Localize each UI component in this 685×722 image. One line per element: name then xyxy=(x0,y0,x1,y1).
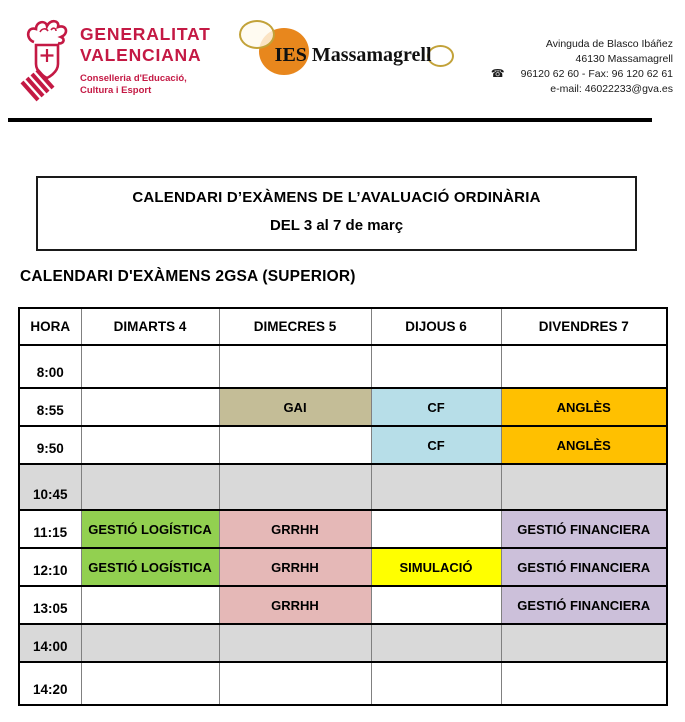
exam-cell: GRRHH xyxy=(219,548,371,586)
empty-cell xyxy=(501,624,667,662)
empty-cell xyxy=(81,345,219,388)
empty-cell xyxy=(219,662,371,705)
table-row xyxy=(19,345,667,388)
table-body xyxy=(19,345,667,705)
column-header: DIJOUS 6 xyxy=(371,308,501,345)
gva-dept-line2: Cultura i Esport xyxy=(80,85,152,96)
empty-cell xyxy=(501,345,667,388)
contact-address1: Avinguda de Blasco Ibáñez xyxy=(545,38,673,50)
gva-name-line2: VALENCIANA xyxy=(80,45,202,65)
phone-icon: ☎ xyxy=(490,68,505,80)
gva-name-line1: GENERALITAT xyxy=(80,24,211,44)
time-cell: 10:45 xyxy=(19,464,81,510)
contact-phone-line xyxy=(491,67,673,82)
empty-cell xyxy=(371,662,501,705)
ies-name: IES Massamagrell xyxy=(274,44,432,66)
table-header-row xyxy=(19,308,667,345)
column-header: HORA xyxy=(19,308,81,345)
column-header: DIMARTS 4 xyxy=(81,308,219,345)
empty-cell xyxy=(219,464,371,510)
exam-cell: GESTIÓ LOGÍSTICA xyxy=(81,510,219,548)
time-cell: 8:00 xyxy=(19,345,81,388)
table-row xyxy=(19,662,667,705)
table-row xyxy=(19,624,667,662)
time-cell: 11:15 xyxy=(19,510,81,548)
document-subtitle: DEL 3 al 7 de març xyxy=(269,217,404,234)
time-cell: 12:10 xyxy=(19,548,81,586)
gva-emblem-icon xyxy=(20,18,72,106)
gva-text-block xyxy=(80,24,211,97)
exam-cell: GESTIÓ FINANCIERA xyxy=(501,586,667,624)
header-divider xyxy=(8,118,652,122)
exam-cell: ANGLÈS xyxy=(501,426,667,464)
time-cell: 13:05 xyxy=(19,586,81,624)
contact-block xyxy=(491,14,673,97)
table-row xyxy=(19,426,667,464)
table-row xyxy=(19,510,667,548)
table-row xyxy=(19,464,667,510)
exam-cell: GESTIÓ FINANCIERA xyxy=(501,510,667,548)
empty-cell xyxy=(501,464,667,510)
table-row xyxy=(19,548,667,586)
empty-cell xyxy=(371,624,501,662)
table-row xyxy=(19,388,667,426)
time-cell: 14:20 xyxy=(19,662,81,705)
exam-calendar-table xyxy=(18,307,668,706)
empty-cell xyxy=(81,388,219,426)
exam-cell: GESTIÓ LOGÍSTICA xyxy=(81,548,219,586)
empty-cell xyxy=(81,426,219,464)
exam-cell: GRRHH xyxy=(219,586,371,624)
time-cell: 9:50 xyxy=(19,426,81,464)
exam-cell: GAI xyxy=(219,388,371,426)
letterhead xyxy=(0,0,685,104)
empty-cell xyxy=(501,662,667,705)
empty-cell xyxy=(219,426,371,464)
empty-cell xyxy=(81,662,219,705)
empty-cell xyxy=(371,345,501,388)
generalitat-valenciana-logo xyxy=(20,14,211,106)
empty-cell xyxy=(219,345,371,388)
empty-cell xyxy=(81,586,219,624)
empty-cell xyxy=(81,624,219,662)
empty-cell xyxy=(371,464,501,510)
exam-cell: SIMULACIÓ xyxy=(371,548,501,586)
gva-dept-line1: Conselleria d'Educació, xyxy=(80,73,187,84)
contact-address2: 46130 Massamagrell xyxy=(575,53,673,65)
section-title: CALENDARI D'EXÀMENS 2GSA (SUPERIOR) xyxy=(20,268,356,285)
time-cell: 14:00 xyxy=(19,624,81,662)
empty-cell xyxy=(219,624,371,662)
contact-phone: 96120 62 60 - Fax: 96 120 62 61 xyxy=(520,68,673,80)
time-cell: 8:55 xyxy=(19,388,81,426)
empty-cell xyxy=(81,464,219,510)
exam-cell: CF xyxy=(371,388,501,426)
ies-massamagrell-logo xyxy=(239,14,464,109)
empty-cell xyxy=(371,510,501,548)
exam-cell: GRRHH xyxy=(219,510,371,548)
contact-email: e-mail: 46022233@gva.es xyxy=(550,83,673,95)
empty-cell xyxy=(371,586,501,624)
exam-cell: GESTIÓ FINANCIERA xyxy=(501,548,667,586)
table-row xyxy=(19,586,667,624)
column-header: DIVENDRES 7 xyxy=(501,308,667,345)
exam-cell: CF xyxy=(371,426,501,464)
exam-cell: ANGLÈS xyxy=(501,388,667,426)
document-title: CALENDARI D’EXÀMENS DE L’AVALUACIÓ ORDINÀRIA xyxy=(132,189,541,206)
column-header: DIMECRES 5 xyxy=(219,308,371,345)
title-box xyxy=(36,176,637,251)
ies-gold-ellipse-icon xyxy=(239,20,275,49)
